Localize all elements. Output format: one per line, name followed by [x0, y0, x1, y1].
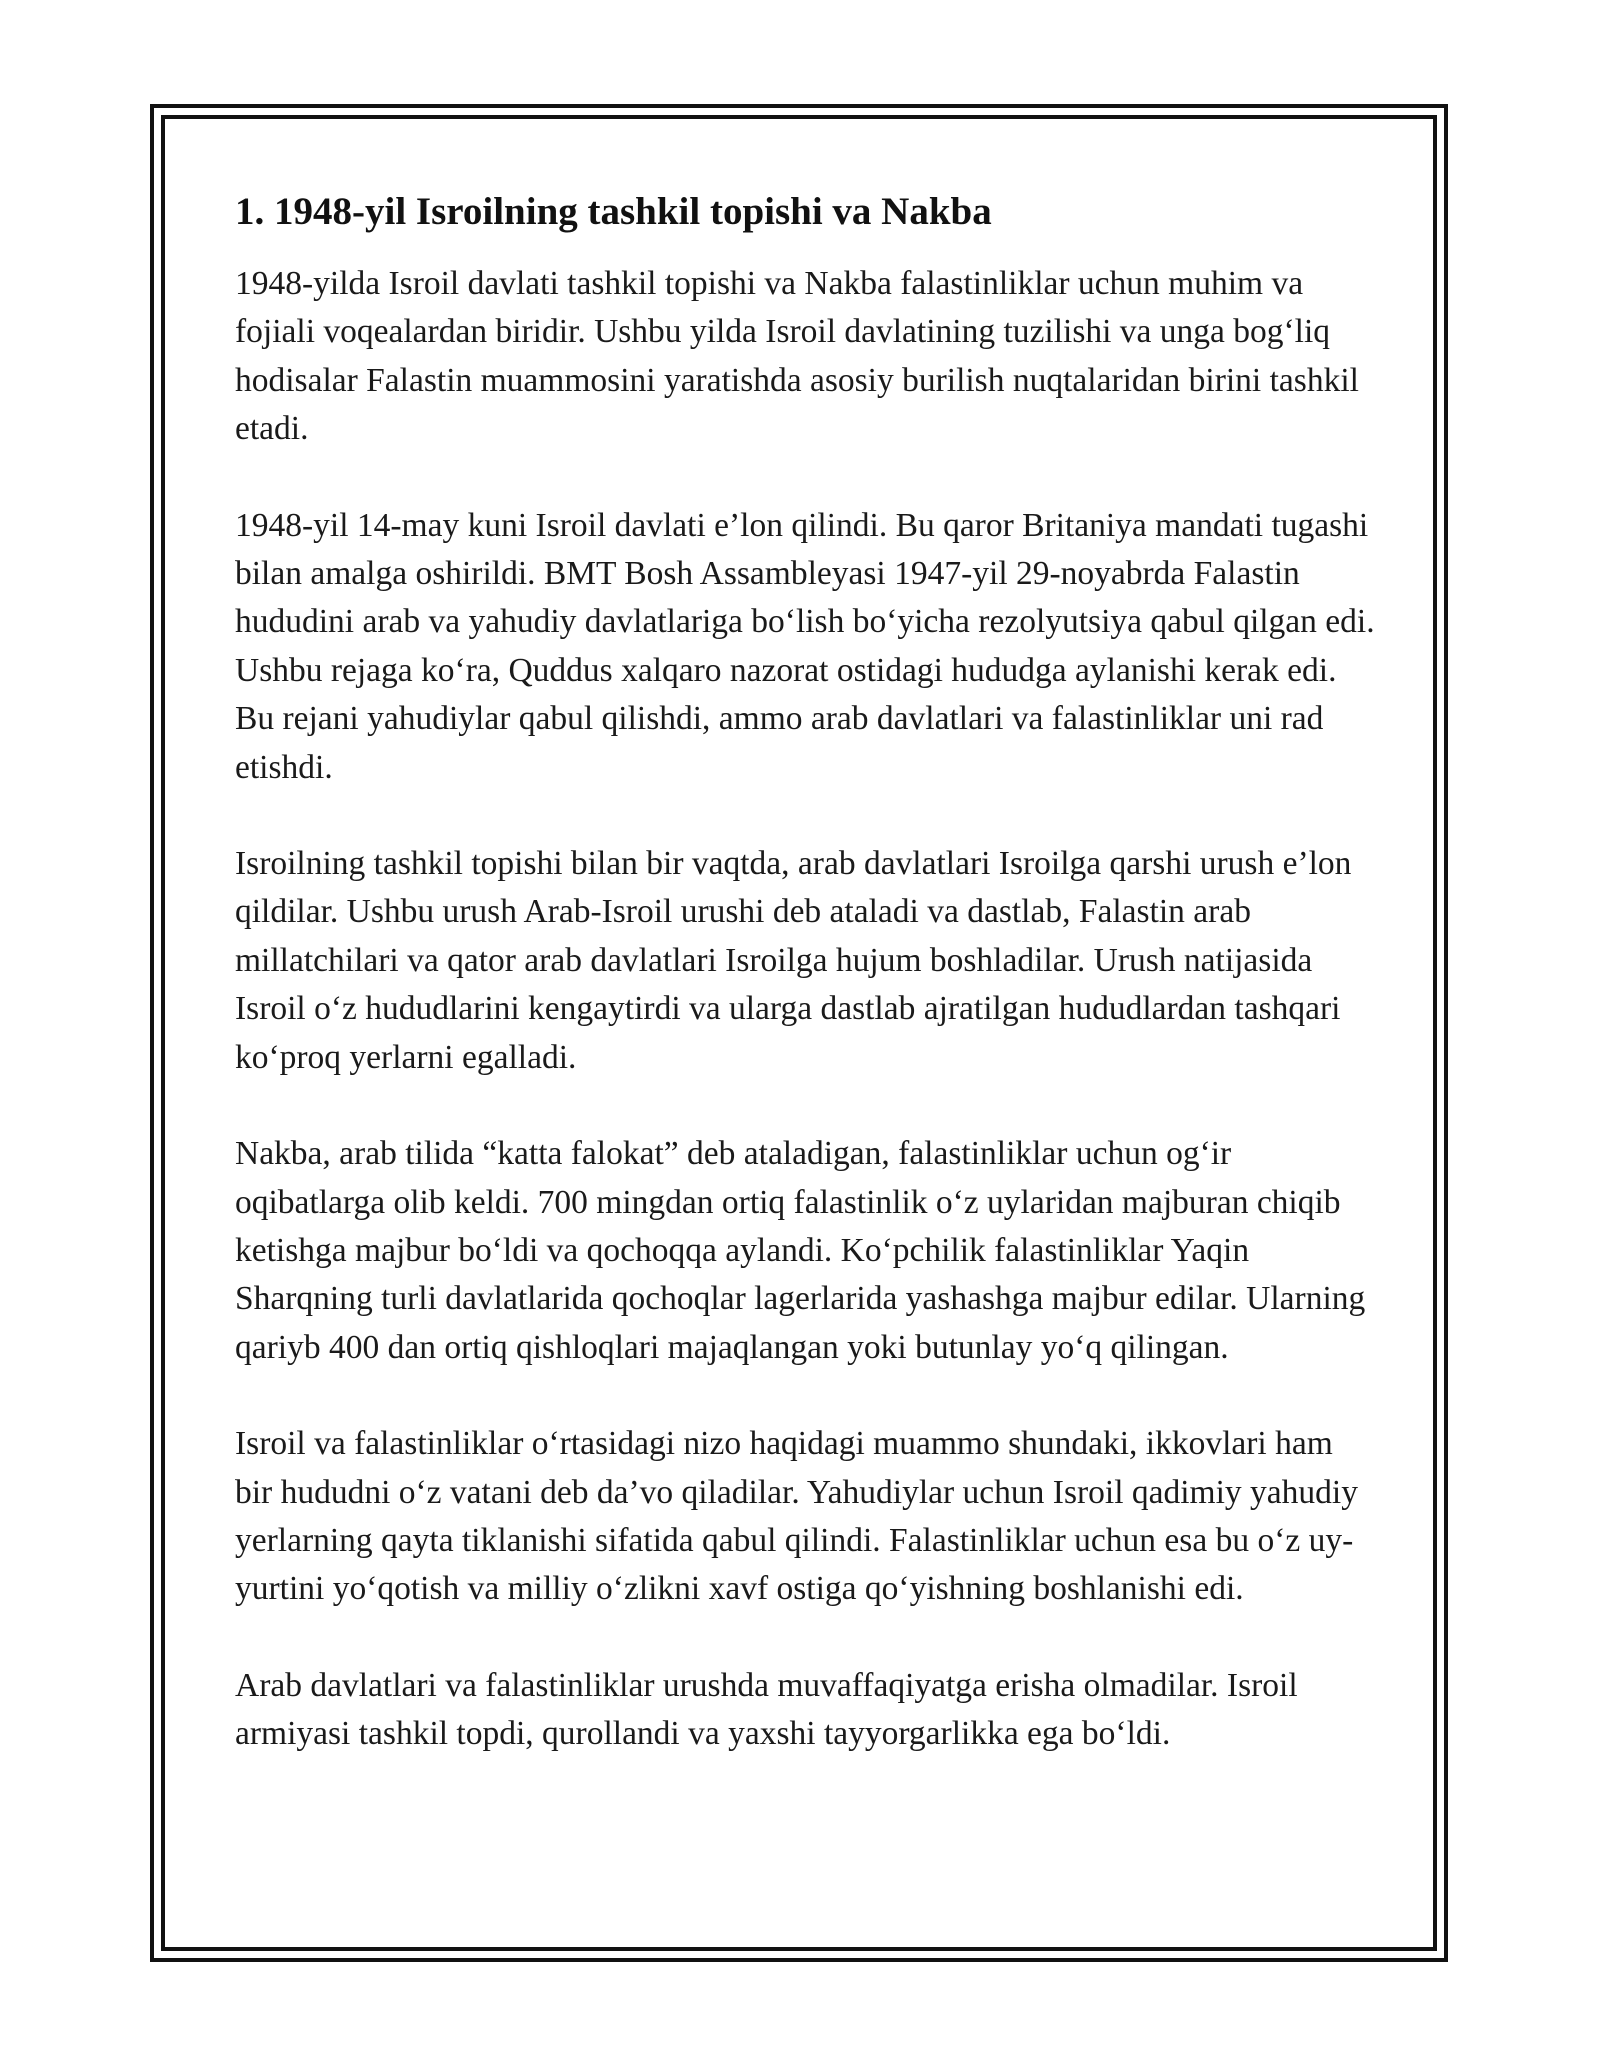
paragraph-4: Nakba, arab tilida “katta falokat” deb ataladigan, falastinliklar uchun og‘ir oqibatlarga olib keldi. 700 mingdan ortiq falastinlik o‘z uylaridan majburan chiqib ketishga majbur bo‘ldi va qochoqqa aylandi. Ko‘pchilik falastinliklar Yaqin Sharqning turli davlatlarida qochoqlar lagerlarida yashashga majbur edilar. Ularning qariyb 400 dan ortiq qishloqlari majaqlangan yoki butunlay yo‘q qilingan. — [235, 1135, 1366, 1366]
paragraph-5: Isroil va falastinliklar o‘rtasidagi nizo haqidagi muammo shundaki, ikkovlari ham bir hududni o‘z vatani deb da’vo qiladilar. Yahudiylar uchun Isroil qadimiy yahudiy yerlarning qayta tiklanishi sifatida qabul qilindi. Falastinliklar uchun esa bu o‘z uy-yurtini yo‘qotish va milliy o‘zlikni xavf ostiga qo‘yishning boshlanishi edi. — [235, 1425, 1358, 1608]
paragraph-2: 1948-yil 14-may kuni Isroil davlati e’lon qilindi. Bu qaror Britaniya mandati tugashi bilan amalga oshirildi. BMT Bosh Assambleyasi 1947-yil 29-noyabrda Falastin hududini arab va yahudiy davlatlariga bo‘lish bo‘yicha rezolyutsiya qabul qilgan edi. Ushbu rejaga ko‘ra, Quddus xalqaro nazorat ostidagi hududga aylanishi kerak edi. Bu rejani yahudiylar qabul qilishdi, ammo arab davlatlari va falastinliklar uni rad etishdi. — [235, 506, 1375, 786]
document-body — [235, 188, 1375, 1759]
paragraph-1: 1948-yilda Isroil davlati tashkil topishi va Nakba falastinliklar uchun muhim va fojiali voqealardan biridir. Ushbu yilda Isroil davlatining tuzilishi va unga bog‘liq hodisalar Falastin muammosini yaratishda asosiy burilish nuqtalaridan birini tashkil etadi. — [235, 265, 1359, 448]
paragraph-3: Isroilning tashkil topishi bilan bir vaqtda, arab davlatlari Isroilga qarshi urush e’lon qildilar. Ushbu urush Arab-Isroil urushi deb ataladi va dastlab, Falastin arab millatchilari va qator arab davlatlari Isroilga hujum boshladilar. Urush natijasida Isroil o‘z hududlarini kengaytirdi va ularga dastlab ajratilgan hududlardan tashqari ko‘proq yerlarni egalladi. — [235, 845, 1352, 1076]
section-heading: 1. 1948-yil Isroilning tashkil topishi va Nakba — [235, 190, 992, 233]
paragraph-6: Arab davlatlari va falastinliklar urushda muvaffaqiyatga erisha olmadilar. Isroil armiyasi tashkil topdi, qurollandi va yaxshi tayyorgarlikka ega bo‘ldi. — [235, 1666, 1298, 1753]
